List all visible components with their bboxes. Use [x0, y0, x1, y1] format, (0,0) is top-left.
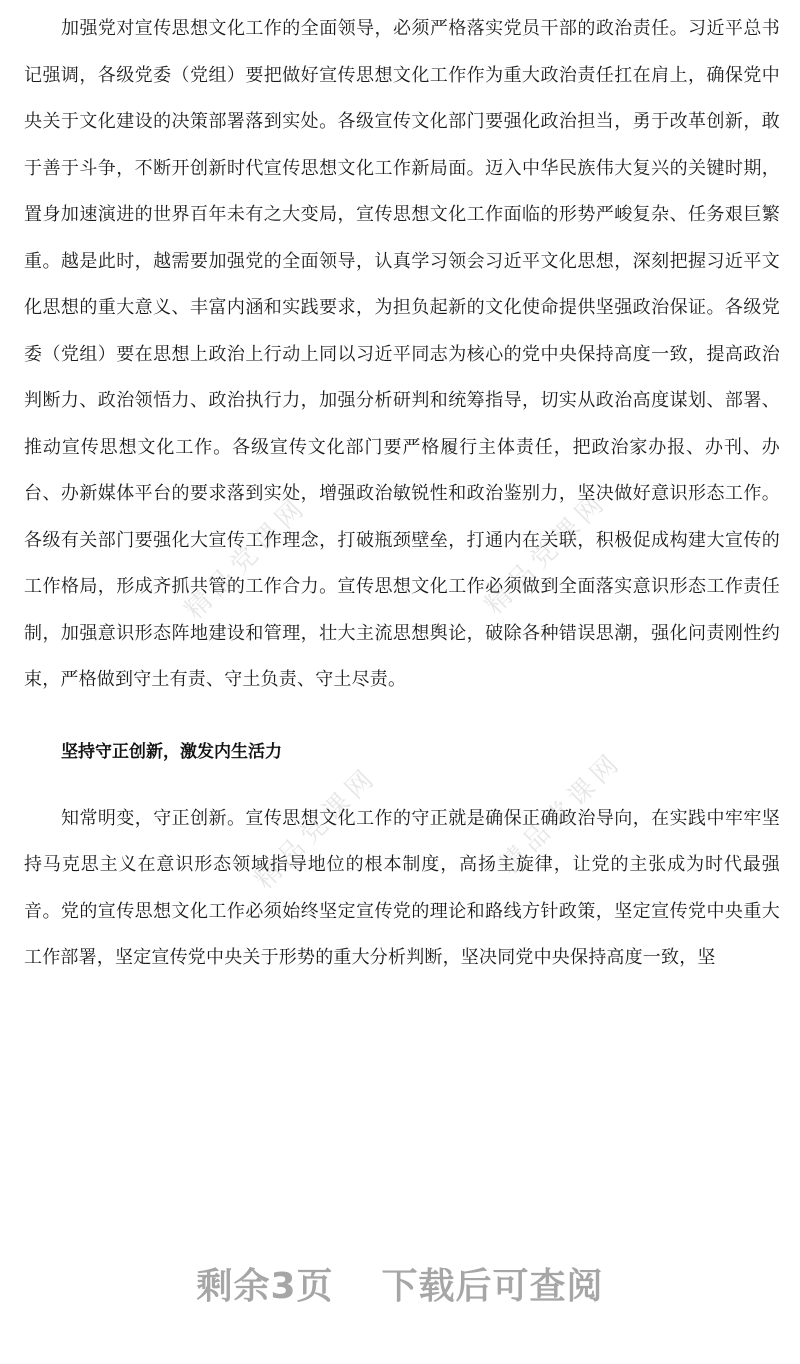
remaining-pages-text: 剩余3页 [196, 1266, 334, 1307]
watermark-text: 精品党课网 [494, 746, 629, 881]
download-prompt[interactable] [0, 1258, 800, 1309]
section-heading: 坚持守正创新，激发内生活力 [61, 741, 282, 762]
body-paragraph: 知常明变，守正创新。宣传思想文化工作的守正就是确保正确政治导向，在实践中牢牢坚持马克思主义在意识形态领域指导地位的根本制度，高扬主旋律，让党的主张成为时代最强音。党的宣传思想文化工作必须始终坚定宣传党的理论和路线方针政策，坚定宣传党中央重大工作部署，坚定宣传党中央关于形势的重大分析判断，坚决同党中央保持高度一致，坚 [24, 807, 780, 968]
download-to-view-text: 下载后可查阅 [381, 1266, 604, 1307]
watermark-text: 精品党课网 [249, 761, 384, 896]
document-body [24, 6, 780, 982]
body-paragraph: 加强党对宣传思想文化工作的全面领导，必须严格落实党员干部的政治责任。习近平总书记强调，各级党委（党组）要把做好宣传思想文化工作作为重大政治责任扛在肩上，确保党中央关于文化建设的决策部署落到实处。各级宣传文化部门要强化政治担当，勇于改革创新，敢于善于斗争，不断开创新时代宣传思想文化工作新局面。迈入中华民族伟大复兴的关键时期，置身加速演进的世界百年未有之大变局，宣传思想文化工作面临的形势严峻复杂、任务艰巨繁重。越是此时，越需要加强党的全面领导，认真学习领会习近平文化思想，深刻把握习近平文化思想的重大意义、丰富内涵和实践要求，为担负起新的文化使命提供坚强政治保证。各级党委（党组）要在思想上政治上行动上同以习近平同志为核心的党中央保持高度一致，提高政治判断力、政治领悟力、政治执行力，加强分析研判和统筹指导，切实从政治高度谋划、部署、推动宣传思想文化工作。各级宣传文化部门要严格履行主体责任，把政治家办报、办刊、办台、办新媒体平台的要求落到实处，增强政治敏锐性和政治鉴别力，坚决做好意识形态工作。各级有关部门要强化大宣传工作理念，打破瓶颈壁垒，打通内在关联，积极促成构建大宣传的工作格局，形成齐抓共管的工作合力。宣传思想文化工作必须做到全面落实意识形态工作责任制，加强意识形态阵地建设和管理，壮大主流思想舆论，破除各种错误思潮，强化问责刚性约束，严格做到守土有责、守土负责、守土尽责。 [24, 18, 780, 690]
watermark-text: 精品党课网 [479, 486, 614, 621]
watermark-text: 精品党课网 [179, 491, 314, 626]
